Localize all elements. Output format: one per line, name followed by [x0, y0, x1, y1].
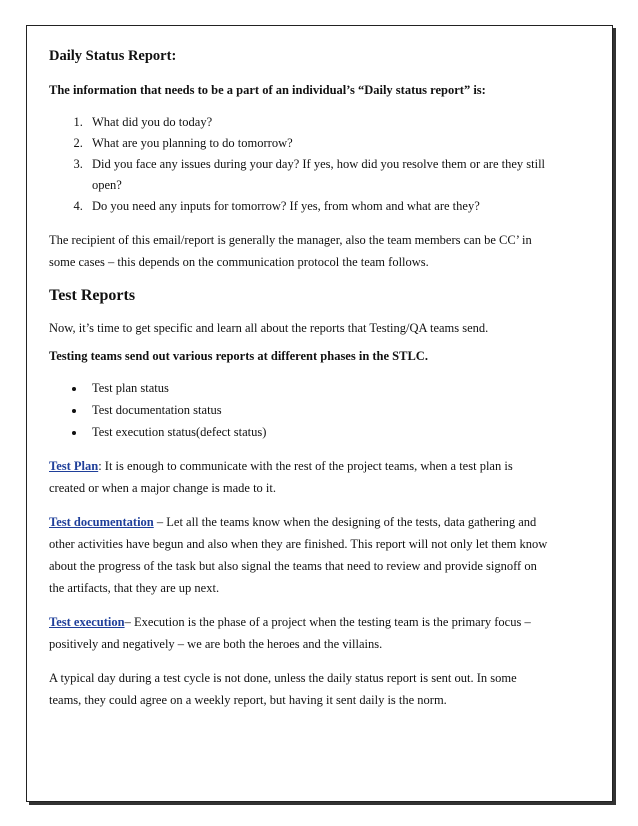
daily-status-lead: The information that needs to be a part of an individual’s “Daily status report” is:	[49, 83, 486, 97]
test-documentation-paragraph	[49, 511, 549, 599]
list-item: 3. Did you face any issues during your day? If yes, how did you resolve them or are they still open?	[86, 154, 549, 196]
test-execution-link[interactable]: Test execution	[49, 615, 125, 629]
closing-paragraph: A typical day during a test cycle is not done, unless the daily status report is sent out. In some teams, they could agree on a weekly report, but having it sent daily is the norm.	[49, 671, 517, 707]
test-execution-paragraph	[49, 611, 549, 655]
list-item: 1. What did you do today?	[86, 112, 549, 133]
list-item: • Test execution status(defect status)	[86, 421, 549, 443]
test-reports-heading: Test Reports	[49, 287, 136, 304]
daily-status-heading: Daily Status Report:	[49, 48, 177, 64]
phases-lead: Testing teams send out various reports at different phases in the STLC.	[49, 349, 428, 363]
document-body	[49, 48, 549, 711]
test-documentation-text: – Let all the teams know when the designing of the tests, data gathering and other activities have begun and also when they are finished. This report will not only let them know about the progress of the task but also signal the teams that need to review and provide signoff on the artifacts, that they are up next.	[49, 515, 548, 595]
list-item: • Test documentation status	[86, 399, 549, 421]
test-plan-text: : It is enough to communicate with the rest of the project teams, when a test plan is created or when a major change is made to it.	[49, 459, 513, 495]
list-item: 4. Do you need any inputs for tomorrow? If yes, from whom and what are they?	[86, 196, 549, 217]
report-types-list	[49, 377, 549, 443]
test-plan-paragraph	[49, 455, 549, 499]
test-documentation-link[interactable]: Test documentation	[49, 515, 154, 529]
test-execution-text: – Execution is the phase of a project when the testing team is the primary focus – positively and negatively – we are both the heroes and the villains.	[49, 615, 531, 651]
test-reports-intro: Now, it’s time to get specific and learn all about the reports that Testing/QA teams send.	[49, 321, 489, 335]
list-item: 2. What are you planning to do tomorrow?	[86, 133, 549, 154]
recipient-paragraph: The recipient of this email/report is generally the manager, also the team members can be CC’ in some cases – this depends on the communication protocol the team follows.	[49, 233, 532, 269]
test-plan-link[interactable]: Test Plan	[49, 459, 99, 473]
list-item: • Test plan status	[86, 377, 549, 399]
daily-questions-list	[49, 112, 549, 217]
